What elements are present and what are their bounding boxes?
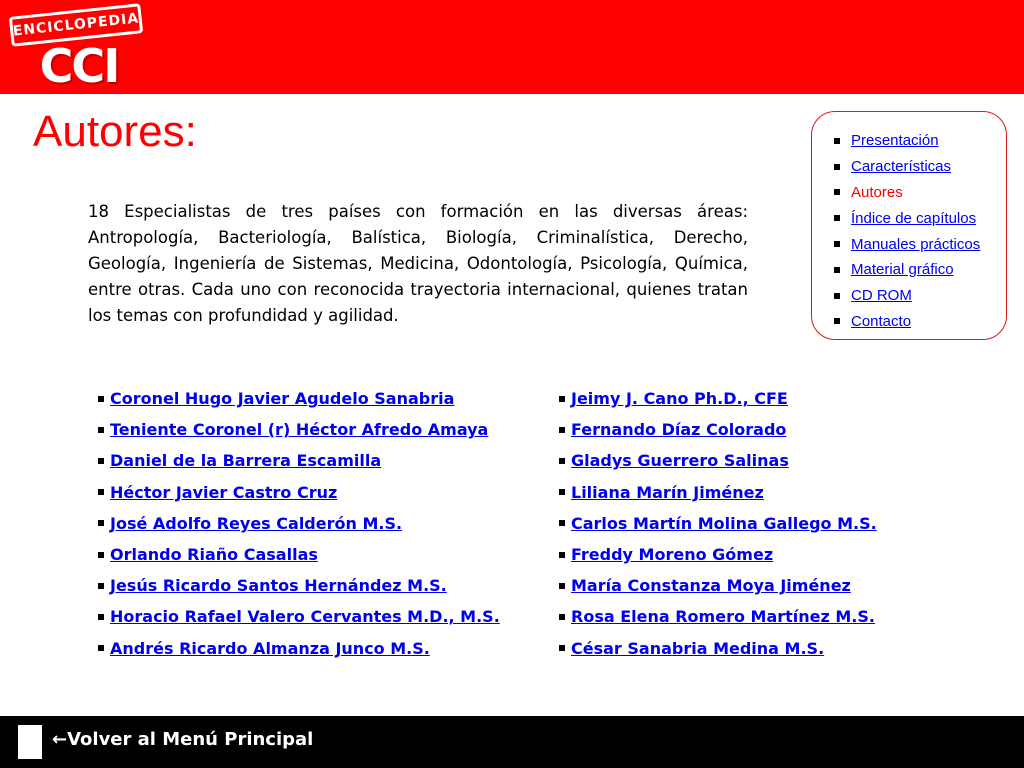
authors-list-right — [559, 383, 877, 664]
nav-item — [834, 128, 1006, 154]
nav-item — [834, 154, 1006, 180]
square-bullet-icon — [834, 164, 840, 170]
square-bullet-icon — [559, 520, 565, 526]
author-item — [559, 445, 877, 476]
author-item — [559, 570, 877, 601]
footer-bar — [0, 716, 1024, 768]
nav-link[interactable]: Índice de capítulos — [851, 209, 977, 227]
authors-column-right — [559, 383, 877, 664]
author-link[interactable]: Héctor Javier Castro Cruz — [110, 482, 338, 502]
author-item — [559, 633, 877, 664]
author-link[interactable]: Daniel de la Barrera Escamilla — [110, 451, 382, 471]
square-bullet-icon — [834, 267, 840, 273]
author-item — [98, 601, 500, 632]
author-item — [98, 445, 500, 476]
square-bullet-icon — [834, 318, 840, 324]
author-item — [559, 539, 877, 570]
footer-white-block — [18, 725, 42, 759]
authors-description: 18 Especialistas de tres países con formación en las diversas áreas: Antropología, Bacteriología, Balística, Biología, Criminalística, Derecho, Geología, Ingeniería de Sistemas, Medicina, Odontología, Psicología, Química, entre otras. Cada uno con reconocida trayectoria internacional, quienes tratan los temas con profundidad y agilidad. — [88, 202, 748, 325]
nav-link[interactable]: Características — [851, 158, 952, 176]
author-link[interactable]: José Adolfo Reyes Calderón M.S. — [110, 513, 403, 533]
nav-link[interactable]: Autores — [851, 183, 903, 201]
author-link[interactable]: Jesús Ricardo Santos Hernández M.S. — [110, 576, 447, 596]
author-link[interactable]: Gladys Guerrero Salinas — [571, 451, 789, 471]
back-to-main-menu-link[interactable]: ←Volver al Menú Principal — [52, 729, 314, 750]
square-bullet-icon — [98, 552, 104, 558]
nav-item — [834, 283, 1006, 309]
square-bullet-icon — [834, 189, 840, 195]
square-bullet-icon — [98, 489, 104, 495]
square-bullet-icon — [834, 241, 840, 247]
square-bullet-icon — [559, 645, 565, 651]
square-bullet-icon — [559, 427, 565, 433]
square-bullet-icon — [559, 614, 565, 620]
author-item — [98, 539, 500, 570]
author-link[interactable]: Horacio Rafael Valero Cervantes M.D., M.S. — [110, 607, 500, 627]
author-link[interactable]: Carlos Martín Molina Gallego M.S. — [571, 513, 877, 533]
nav-item — [834, 257, 1006, 283]
enciclopedia-cci-logo[interactable] — [6, 6, 146, 93]
nav-link[interactable]: Presentación — [851, 132, 939, 150]
square-bullet-icon — [98, 614, 104, 620]
author-link[interactable]: Liliana Marín Jiménez — [571, 482, 764, 502]
square-bullet-icon — [559, 396, 565, 402]
author-link[interactable]: Coronel Hugo Javier Agudelo Sanabria — [110, 389, 455, 409]
nav-item — [834, 309, 1006, 335]
nav-item — [834, 205, 1006, 231]
author-item — [98, 383, 500, 414]
author-item — [559, 383, 877, 414]
author-item — [98, 508, 500, 539]
authors-list-left — [98, 383, 500, 664]
section-navigation — [811, 111, 1007, 340]
nav-list — [834, 128, 1006, 334]
nav-item — [834, 180, 1006, 206]
nav-item — [834, 231, 1006, 257]
square-bullet-icon — [559, 458, 565, 464]
author-link[interactable]: Andrés Ricardo Almanza Junco M.S. — [110, 638, 430, 658]
author-link[interactable]: Orlando Riaño Casallas — [110, 545, 318, 565]
author-item — [98, 414, 500, 445]
author-link[interactable]: María Constanza Moya Jiménez — [571, 576, 851, 596]
logo-top-text: ENCICLOPEDIA — [12, 10, 140, 40]
square-bullet-icon — [98, 583, 104, 589]
square-bullet-icon — [98, 396, 104, 402]
square-bullet-icon — [98, 520, 104, 526]
square-bullet-icon — [98, 645, 104, 651]
author-item — [559, 508, 877, 539]
square-bullet-icon — [98, 458, 104, 464]
author-link[interactable]: Teniente Coronel (r) Héctor Afredo Amaya — [110, 420, 489, 440]
logo-main-text: CCI — [39, 39, 119, 93]
author-link[interactable]: Jeimy J. Cano Ph.D., CFE — [571, 389, 788, 409]
author-link[interactable]: Rosa Elena Romero Martínez M.S. — [571, 607, 875, 627]
header-bar — [0, 0, 1024, 94]
page-title: Autores: — [33, 107, 197, 156]
author-item — [559, 477, 877, 508]
square-bullet-icon — [559, 489, 565, 495]
square-bullet-icon — [834, 138, 840, 144]
square-bullet-icon — [559, 583, 565, 589]
nav-link[interactable]: Contacto — [851, 312, 912, 330]
nav-link[interactable]: Material gráfico — [851, 261, 954, 279]
square-bullet-icon — [559, 552, 565, 558]
authors-column-left — [98, 383, 500, 664]
author-link[interactable]: Freddy Moreno Gómez — [571, 545, 774, 565]
author-item — [98, 477, 500, 508]
author-link[interactable]: Fernando Díaz Colorado — [571, 420, 787, 440]
author-link[interactable]: César Sanabria Medina M.S. — [571, 638, 825, 658]
square-bullet-icon — [834, 293, 840, 299]
nav-link[interactable]: Manuales prácticos — [851, 235, 981, 253]
author-item — [98, 570, 500, 601]
author-item — [98, 633, 500, 664]
square-bullet-icon — [98, 427, 104, 433]
square-bullet-icon — [834, 215, 840, 221]
author-item — [559, 414, 877, 445]
author-item — [559, 601, 877, 632]
nav-link[interactable]: CD ROM — [851, 287, 912, 305]
